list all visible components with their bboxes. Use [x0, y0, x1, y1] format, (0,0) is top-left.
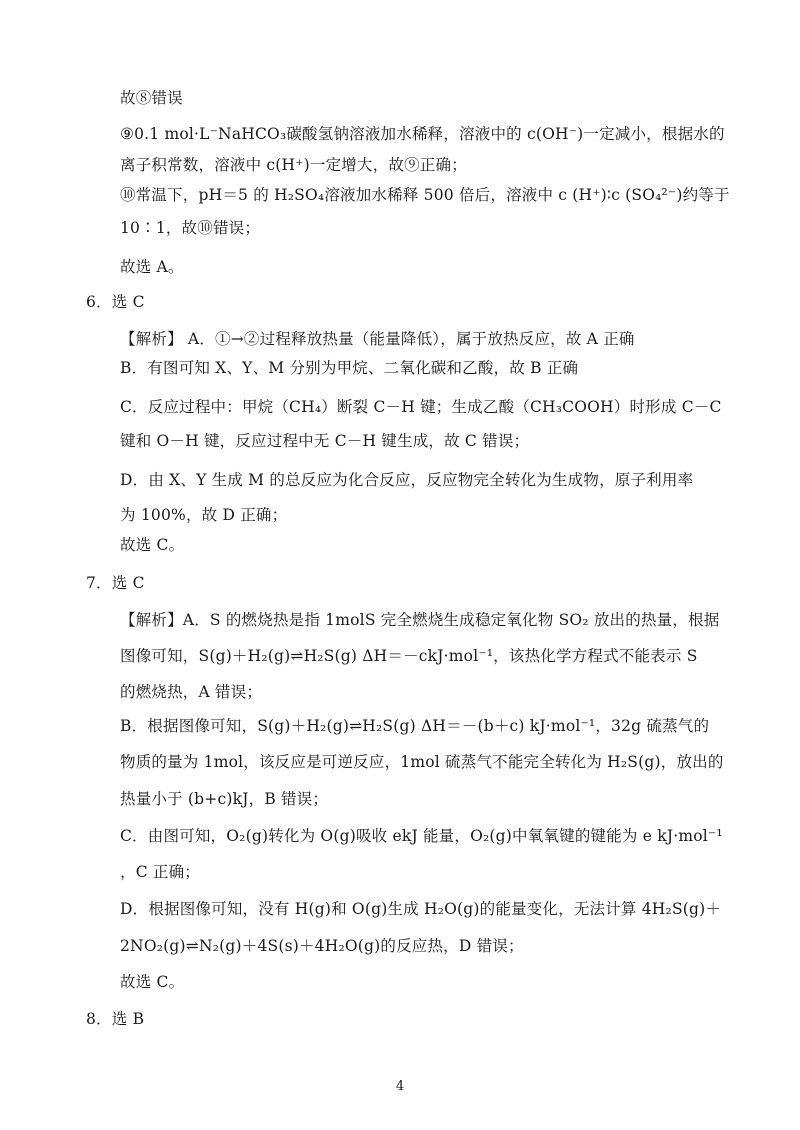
- text-line: 键和 O－H 键，反应过程中无 C－H 键生成，故 C 错误；: [120, 432, 530, 450]
- text-line: 为 100%，故 D 正确；: [120, 506, 288, 524]
- text-line: C．由图可知，O₂(g)转化为 O(g)吸收 ekJ 能量，O₂(g)中氧氧键的键能为 e kJ·mol⁻¹: [120, 827, 723, 845]
- text-line: D．根据图像可知，没有 H(g)和 O(g)生成 H₂O(g)的能量变化，无法计算 4H₂S(g)＋: [120, 900, 722, 918]
- text-line: 【解析】 A．①→②过程释放热量（能量降低），属于放热反应，故 A 正确: [120, 330, 635, 348]
- text-line: 物质的量为 1mol，该反应是可逆反应，1mol 硫蒸气不能完全转化为 H₂S(g)，放出的: [120, 753, 724, 771]
- text-line: 离子积常数，溶液中 c(H⁺)一定增大，故⑨正确；: [120, 156, 467, 174]
- question-heading: 7．选 C: [86, 574, 145, 592]
- question-heading: 8．选 B: [86, 1010, 145, 1028]
- text-line: C．反应过程中：甲烷（CH₄）断裂 C－H 键；生成乙酸（CH₃COOH）时形成 C－C: [120, 398, 722, 416]
- text-line: 的燃烧热，A 错误；: [120, 683, 263, 701]
- question-heading: 6．选 C: [86, 293, 145, 311]
- text-line: D．由 X、Y 生成 M 的总反应为化合反应，反应物完全转化为生成物，原子利用率: [120, 471, 694, 489]
- text-line: ⑩常温下，pH＝5 的 H₂SO₄溶液加水稀释 500 倍后，溶液中 c (H⁺)∶c (SO₄²⁻)约等于: [120, 186, 730, 204]
- text-line: 故⑧错误: [120, 89, 183, 107]
- text-line: 【解析】A．S 的燃烧热是指 1molS 完全燃烧生成稳定氧化物 SO₂ 放出的热量，根据: [120, 611, 720, 629]
- text-line: 10∶1，故⑩错误；: [120, 219, 261, 237]
- text-line: ⑨0.1 mol·L⁻NaHCO₃碳酸氢钠溶液加水稀释，溶液中的 c(OH⁻)一定减小，根据水的: [120, 125, 725, 143]
- text-line: 故选 A。: [120, 258, 184, 276]
- text-line: ，C 正确；: [120, 863, 200, 881]
- text-line: 2NO₂(g)⇌N₂(g)＋4S(s)＋4H₂O(g)的反应热，D 错误；: [120, 937, 524, 955]
- text-line: B．有图可知 X、Y、M 分别为甲烷、二氧化碳和乙酸，故 B 正确: [120, 359, 579, 377]
- text-line: 图像可知，S(g)＋H₂(g)⇌H₂S(g) ΔH＝－ckJ·mol⁻¹，该热化学方程式不能表示 S: [120, 647, 698, 665]
- page-number: 4: [395, 1079, 405, 1094]
- text-line: 热量小于 (b+c)kJ，B 错误；: [120, 790, 329, 808]
- text-line: 故选 C。: [120, 973, 185, 991]
- text-line: 故选 C。: [120, 536, 185, 554]
- text-line: B．根据图像可知，S(g)＋H₂(g)⇌H₂S(g) ΔH＝－(b＋c) kJ·mol⁻¹，32g 硫蒸气的: [120, 717, 710, 735]
